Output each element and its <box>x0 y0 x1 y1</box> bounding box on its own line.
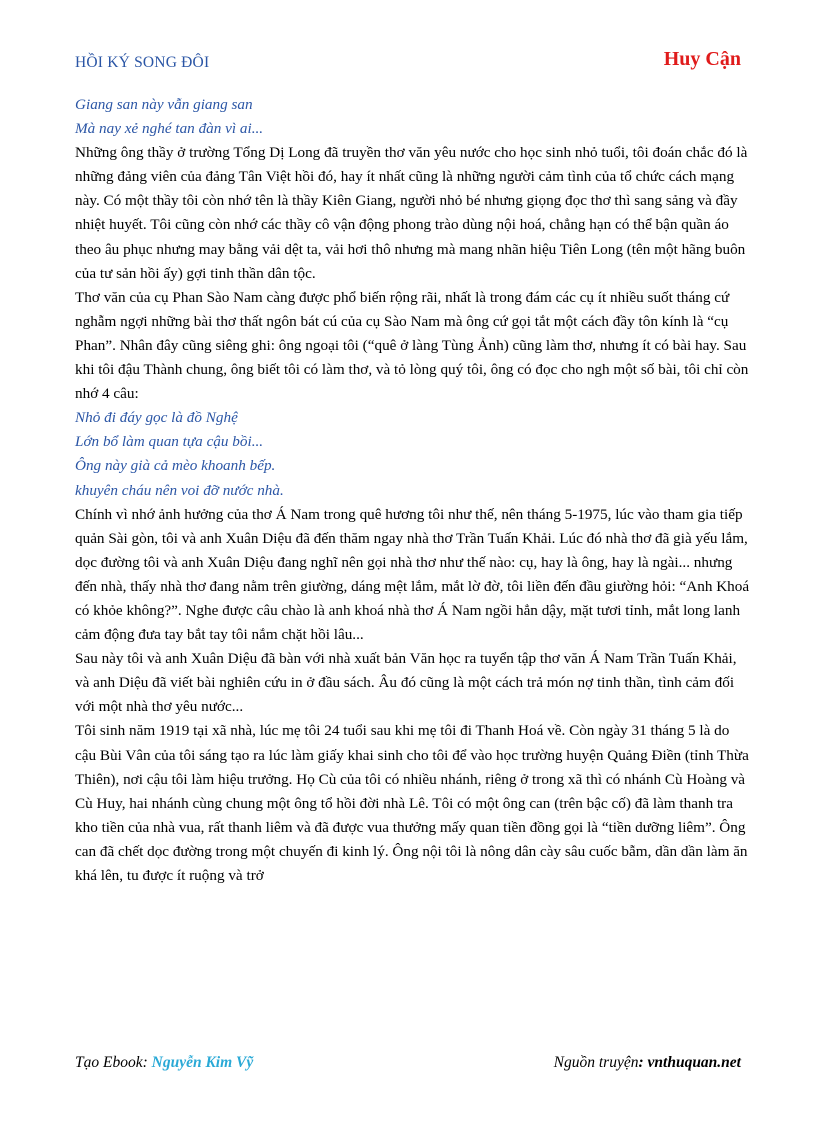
book-title: HỒI KÝ SONG ĐÔI <box>75 54 210 71</box>
verse-line: Ông này già cả mèo khoanh bếp. <box>75 457 276 475</box>
paragraph: Sau này tôi và anh Xuân Diệu đã bàn với nhà xuất bản Văn học ra tuyển tập thơ văn Á Nam Trần Tuấn Khải, và anh Diệu đã viết bài nghiên cứu in ở đầu sách. Âu đó cũng là một cách trả món nợ tinh thần, tình cảm đối với một nhà thơ yêu nước... <box>75 650 737 716</box>
source-site[interactable]: vnthuquan.net <box>647 1054 741 1071</box>
paragraph: Những ông thầy ở trường Tổng Dị Long đã truyền thơ văn yêu nước cho học sinh nhỏ tuổi, tôi đoán chắc đó là những đảng viên của đảng Tân Việt hồi đó, hay ít nhất cũng là những người cảm tình của tổ chức cách mạng này. Có một thầy tôi còn nhớ tên là thầy Kiên Giang, người nhỏ bé nhưng giọng đọc thơ thì sang sảng và đầy nhiệt huyết. Tôi cũng còn nhớ các thầy cô vận động phong trào dùng nội hoá, chẳng hạn có thể bận quần áo theo âu phục nhưng may bằng vải dệt ta, vải hơi thô nhưng mà mang nhãn hiệu Tiên Long (tên một hãng buôn của tư sản hồi ấy) gợi tinh thần dân tộc. <box>75 144 748 282</box>
verse-line: khuyên cháu nên voi đỡ nước nhà. <box>75 481 284 499</box>
verse-line: Giang san này vẫn giang san <box>75 96 253 113</box>
ebook-separator: : <box>142 1054 152 1071</box>
page-footer <box>75 1054 741 1076</box>
verse-line: Lớn bổ làm quan tựa cậu bồi... <box>75 433 264 451</box>
author-name: Huy Cận <box>663 48 741 70</box>
ebook-credit <box>75 1054 253 1072</box>
page-header <box>75 48 741 76</box>
source-credit <box>554 1054 741 1072</box>
paragraph: Chính vì nhớ ảnh hưởng của thơ Á Nam trong quê hương tôi như thế, nên tháng 5-1975, lúc vào tham gia tiếp quản Sài gòn, tôi và anh Xuân Diệu đã đến thăm ngay nhà thơ Trần Tuấn Khải. Lúc đó nhà thơ đã già yếu lắm, dọc đường tôi và anh Xuân Diệu đang nghĩ nên gọi nhà thơ như thế nào: cụ, hay là ông, hay là ngài... nhưng đến nhà, thấy nhà thơ đang nằm trên giường, dáng mệt lắm, mắt lờ đờ, tôi liền đến đầu giường hỏi: “Anh Khoá có khỏe không?”. Nghe được câu chào là anh khoá nhà thơ Á Nam ngồi hẳn dậy, mặt tươi tỉnh, mắt long lanh cảm động đưa tay bắt tay tôi nắm chặt hồi lâu... <box>75 505 750 644</box>
ebook-creator-name: Nguyễn Kim Vỹ <box>151 1054 254 1071</box>
paragraph: Thơ văn của cụ Phan Sào Nam càng được phổ biến rộng rãi, nhất là trong đám các cụ ít nhiều suốt tháng cứ nghẫm ngợi những bài thơ thất ngôn bát cú của cụ Sào Nam mà ông cứ gọi tắt một cách đầy tôn kính là “cụ Phan”. Nhân đây cũng siêng ghi: ông ngoại tôi (“quê ở làng Tùng Ảnh) cũng làm thơ, nhưng ít có bài hay. Sau khi tôi đậu Thành chung, ông biết tôi có làm thơ, và tỏ lòng quý tôi, ông có đọc cho ngh một số bài, tôi chỉ còn nhớ 4 câu: <box>75 288 749 403</box>
paragraph: Tôi sinh năm 1919 tại xã nhà, lúc mẹ tôi 24 tuổi sau khi mẹ tôi đi Thanh Hoá về. Còn ngày 31 tháng 5 là do cậu Bùi Vân của tôi sáng tạo ra lúc làm giấy khai sinh cho tôi để vào học trường huyện Quảng Điền (tỉnh Thừa Thiên), nơi cậu tôi làm hiệu trưởng. Họ Cù của tôi có nhiều nhánh, riêng ở trong xã thì có nhánh Cù Hoàng và Cù Huy, hai nhánh cùng chung một ông tổ hồi đời nhà Lê. Tôi có một ông can (trên bậc cố) đã làm thanh tra kho tiền của nhà vua, rất thanh liêm và đã được vua thưởng mấy quan tiền đồng gọi là “tiền dưỡng liêm”. Ông can đã chết dọc đường trong một chuyến đi kinh lý. Ông nội tôi là nông dân cày sâu cuốc bẫm, dần dần làm ăn khá lên, tu được ít ruộng và trở <box>75 722 749 884</box>
verse-line: Mà nay xẻ nghé tan đàn vì ai... <box>75 120 264 138</box>
source-label: Nguồn truyện <box>553 1054 639 1071</box>
verse-line: Nhỏ đi đáy gọc là đồ Nghệ <box>75 409 238 427</box>
page-content <box>75 93 750 888</box>
ebook-label: Tạo Ebook <box>75 1054 143 1071</box>
source-separator: : <box>638 1054 648 1071</box>
